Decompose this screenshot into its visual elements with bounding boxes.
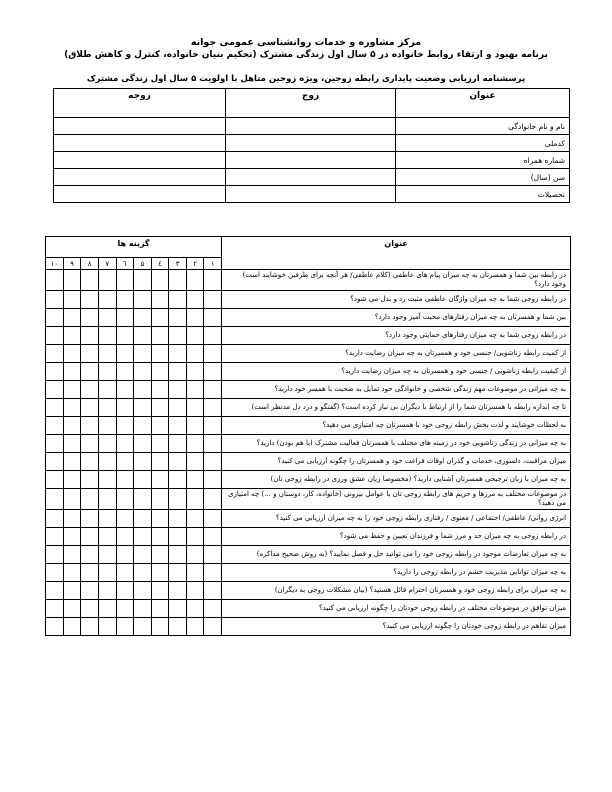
answer-cell[interactable] (63, 564, 81, 582)
answer-cell[interactable] (169, 399, 187, 417)
info-row-label: تحصیلات (396, 186, 570, 203)
answer-cell[interactable] (151, 564, 169, 582)
questions-col-title: عنوان (222, 237, 571, 270)
answer-cell[interactable] (63, 453, 81, 471)
question-text: میزان مراقبت، دلسوزی، خدمات و گذران اوقات فراغت خود و همسرتان را چگونه ارزیابی می کنید؟ (222, 453, 571, 471)
question-row (46, 471, 571, 489)
answer-cell[interactable] (116, 417, 134, 435)
answer-cell[interactable] (204, 399, 222, 417)
answer-cell[interactable] (186, 510, 204, 528)
personal-info-table (53, 88, 570, 203)
answer-cell[interactable] (116, 582, 134, 600)
answer-cell[interactable] (63, 399, 81, 417)
answer-cell[interactable] (63, 363, 81, 381)
question-row (46, 291, 571, 309)
option-number: ۲ (186, 258, 204, 270)
answer-cell[interactable] (63, 471, 81, 489)
answer-cell[interactable] (46, 453, 64, 471)
answer-cell[interactable] (81, 363, 99, 381)
answer-cell[interactable] (98, 453, 116, 471)
answer-cell[interactable] (169, 381, 187, 399)
answer-cell[interactable] (169, 363, 187, 381)
answer-cell[interactable] (81, 453, 99, 471)
answer-cell[interactable] (98, 528, 116, 546)
answer-cell[interactable] (116, 270, 134, 291)
wife-value-cell[interactable] (54, 135, 226, 152)
answer-cell[interactable] (186, 618, 204, 636)
option-number: ۸ (81, 258, 99, 270)
answer-cell[interactable] (98, 510, 116, 528)
answer-cell[interactable] (134, 546, 152, 564)
questionnaire-title: پرسشنامه ارزیابی وضعیت پایداری رابطه زوجین، ویژه زوجین متاهل با اولویت ۵ سال اول زندگی مشترک (86, 74, 526, 84)
option-number: ۹ (63, 258, 81, 270)
answer-cell[interactable] (204, 564, 222, 582)
question-row (46, 453, 571, 471)
answer-cell[interactable] (81, 510, 99, 528)
info-row-label: سن (سال) (396, 169, 570, 186)
answer-cell[interactable] (98, 582, 116, 600)
answer-cell[interactable] (134, 270, 152, 291)
question-text: در رابطه بین شما و همسرتان به چه میزان پیام های عاطفی (کلام عاطفی/ هر آنچه برای طرفین خوشایند است) وجود دارد؟ (222, 270, 571, 291)
answer-cell[interactable] (81, 582, 99, 600)
wife-value-cell[interactable] (54, 152, 226, 169)
answer-cell[interactable] (98, 417, 116, 435)
wife-value-cell[interactable] (54, 169, 226, 186)
answer-cell[interactable] (151, 327, 169, 345)
answer-cell[interactable] (169, 489, 187, 510)
answer-cell[interactable] (81, 528, 99, 546)
answer-cell[interactable] (46, 489, 64, 510)
answer-cell[interactable] (63, 546, 81, 564)
answer-cell[interactable] (98, 363, 116, 381)
husband-value-cell[interactable] (226, 169, 396, 186)
answer-cell[interactable] (134, 582, 152, 600)
answer-cell[interactable] (98, 309, 116, 327)
question-text: انرژی روانی/ عاطفی/ اجتماعی / معنوی / رفتاری رابطه زوجی خود را به چه میزان ارزیابی می کنید؟ (222, 510, 571, 528)
wife-value-cell[interactable] (54, 118, 226, 135)
answer-cell[interactable] (204, 546, 222, 564)
answer-cell[interactable] (98, 435, 116, 453)
answer-cell[interactable] (46, 399, 64, 417)
answer-cell[interactable] (134, 327, 152, 345)
answer-cell[interactable] (151, 435, 169, 453)
answer-cell[interactable] (63, 270, 81, 291)
question-row (46, 327, 571, 345)
answer-cell[interactable] (134, 345, 152, 363)
answer-cell[interactable] (151, 309, 169, 327)
answer-cell[interactable] (169, 291, 187, 309)
answer-cell[interactable] (46, 381, 64, 399)
question-text: تا چه اندازه رابطه با همسرتان شما را از ارتباط با دیگران بی نیاز کرده است؟ (گفتگو و درد دل مدنظر است) (222, 399, 571, 417)
question-text: به چه میزان تعارضات موجود در رابطه زوجی خود را می توانید حل و فصل نمایید؟ (به روش صحیح مذاکره) (222, 546, 571, 564)
answer-cell[interactable] (204, 363, 222, 381)
answer-cell[interactable] (98, 618, 116, 636)
answer-cell[interactable] (116, 489, 134, 510)
question-row (46, 399, 571, 417)
answer-cell[interactable] (204, 435, 222, 453)
answer-cell[interactable] (204, 327, 222, 345)
husband-value-cell[interactable] (226, 186, 396, 203)
answer-cell[interactable] (81, 399, 99, 417)
answer-cell[interactable] (186, 345, 204, 363)
answer-cell[interactable] (204, 291, 222, 309)
answer-cell[interactable] (81, 345, 99, 363)
answer-cell[interactable] (98, 600, 116, 618)
program-title: برنامه بهبود و ارتقاء روابط خانواده در ۵ سال اول زندگی مشترک (تحکیم بنیان خانواده، کنترل و کاهش طلاق) (64, 50, 548, 60)
answer-cell[interactable] (134, 435, 152, 453)
center-title: مرکز مشاوره و خدمات روانشناسی عمومی جوانه (190, 37, 422, 48)
answer-cell[interactable] (151, 399, 169, 417)
husband-value-cell[interactable] (226, 135, 396, 152)
answer-cell[interactable] (134, 618, 152, 636)
answer-cell[interactable] (98, 327, 116, 345)
answer-cell[interactable] (98, 489, 116, 510)
question-row (46, 600, 571, 618)
questions-table (45, 236, 571, 636)
answer-cell[interactable] (46, 363, 64, 381)
answer-cell[interactable] (134, 600, 152, 618)
answer-cell[interactable] (204, 618, 222, 636)
question-text: به چه میزان توانایی مدیریت خشم در رابطه زوجی را دارید؟ (222, 564, 571, 582)
answer-cell[interactable] (98, 381, 116, 399)
question-row (46, 618, 571, 636)
answer-cell[interactable] (169, 345, 187, 363)
answer-cell[interactable] (169, 327, 187, 345)
answer-cell[interactable] (98, 471, 116, 489)
answer-cell[interactable] (134, 453, 152, 471)
wife-value-cell[interactable] (54, 186, 226, 203)
questions-header-row (46, 237, 571, 258)
answer-cell[interactable] (186, 270, 204, 291)
answer-cell[interactable] (63, 618, 81, 636)
answer-cell[interactable] (134, 381, 152, 399)
answer-cell[interactable] (186, 528, 204, 546)
answer-cell[interactable] (81, 600, 99, 618)
question-text: از کیفیت رابطه زناشویی / جنسی خود و همسرتان به چه میزان رضایت دارید؟ (222, 363, 571, 381)
answer-cell[interactable] (186, 363, 204, 381)
answer-cell[interactable] (151, 363, 169, 381)
answer-cell[interactable] (116, 291, 134, 309)
answer-cell[interactable] (134, 291, 152, 309)
answer-cell[interactable] (81, 291, 99, 309)
answer-cell[interactable] (204, 471, 222, 489)
answer-cell[interactable] (98, 291, 116, 309)
question-text: در موضوعات مختلف به مرزها و حریم های رابطه زوجی تان با عوامل بیرونی (خانواده، کار، دوستان و ...) چه امتیازی می دهید؟ (222, 489, 571, 510)
answer-cell[interactable] (81, 564, 99, 582)
answer-cell[interactable] (186, 327, 204, 345)
answer-cell[interactable] (204, 309, 222, 327)
question-row (46, 417, 571, 435)
answer-cell[interactable] (151, 291, 169, 309)
answer-cell[interactable] (46, 528, 64, 546)
answer-cell[interactable] (81, 270, 99, 291)
question-row (46, 381, 571, 399)
question-row (46, 528, 571, 546)
answer-cell[interactable] (116, 600, 134, 618)
husband-value-cell[interactable] (226, 118, 396, 135)
answer-cell[interactable] (81, 417, 99, 435)
answer-cell[interactable] (151, 618, 169, 636)
answer-cell[interactable] (81, 618, 99, 636)
answer-cell[interactable] (151, 582, 169, 600)
answer-cell[interactable] (46, 582, 64, 600)
answer-cell[interactable] (116, 528, 134, 546)
answer-cell[interactable] (186, 453, 204, 471)
answer-cell[interactable] (46, 291, 64, 309)
answer-cell[interactable] (46, 270, 64, 291)
answer-cell[interactable] (186, 546, 204, 564)
option-number: ۱ (204, 258, 222, 270)
answer-cell[interactable] (63, 582, 81, 600)
answer-cell[interactable] (169, 435, 187, 453)
question-text: از کمیت رابطه زناشویی/ جنسی خود و همسرتان به چه میزان رضایت دارید؟ (222, 345, 571, 363)
answer-cell[interactable] (134, 399, 152, 417)
answer-cell[interactable] (116, 471, 134, 489)
answer-cell[interactable] (63, 327, 81, 345)
answer-cell[interactable] (46, 618, 64, 636)
answer-cell[interactable] (46, 600, 64, 618)
answer-cell[interactable] (169, 564, 187, 582)
question-row (46, 309, 571, 327)
answer-cell[interactable] (169, 471, 187, 489)
answer-cell[interactable] (186, 309, 204, 327)
answer-cell[interactable] (151, 381, 169, 399)
answer-cell[interactable] (116, 435, 134, 453)
answer-cell[interactable] (169, 510, 187, 528)
answer-cell[interactable] (151, 489, 169, 510)
answer-cell[interactable] (204, 270, 222, 291)
answer-cell[interactable] (98, 270, 116, 291)
answer-cell[interactable] (169, 528, 187, 546)
question-text: در رابطه زوجی به چه میزان حد و مرز شما و فرزندان تعیین و حفظ می شود؟ (222, 528, 571, 546)
question-text: میزان توافق در موضوعات مختلف در رابطه زوجی خودتان را چگونه ارزیابی می کنید؟ (222, 600, 571, 618)
question-row (46, 510, 571, 528)
info-col-wife: زوجه (54, 89, 226, 118)
answer-cell[interactable] (204, 381, 222, 399)
answer-cell[interactable] (186, 291, 204, 309)
answer-cell[interactable] (151, 471, 169, 489)
answer-cell[interactable] (151, 546, 169, 564)
answer-cell[interactable] (151, 528, 169, 546)
answer-cell[interactable] (151, 510, 169, 528)
answer-cell[interactable] (169, 309, 187, 327)
answer-cell[interactable] (116, 618, 134, 636)
answer-cell[interactable] (63, 435, 81, 453)
info-col-title: عنوان (396, 89, 570, 118)
answer-cell[interactable] (186, 399, 204, 417)
answer-cell[interactable] (116, 564, 134, 582)
answer-cell[interactable] (204, 417, 222, 435)
answer-cell[interactable] (186, 489, 204, 510)
answer-cell[interactable] (98, 564, 116, 582)
answer-cell[interactable] (134, 489, 152, 510)
answer-cell[interactable] (169, 453, 187, 471)
answer-cell[interactable] (63, 510, 81, 528)
option-number: ۱۰ (46, 258, 64, 270)
question-text: به چه میزانی در موضوعات مهم زندگی شخصی و خانوادگی خود تمایل به صحبت با همسر خود دارید؟ (222, 381, 571, 399)
answer-cell[interactable] (46, 417, 64, 435)
answer-cell[interactable] (46, 546, 64, 564)
answer-cell[interactable] (186, 600, 204, 618)
answer-cell[interactable] (186, 564, 204, 582)
answer-cell[interactable] (81, 546, 99, 564)
questions-col-options: گزینه ها (46, 237, 222, 258)
answer-cell[interactable] (63, 291, 81, 309)
answer-cell[interactable] (151, 345, 169, 363)
info-col-husband: زوج (226, 89, 396, 118)
answer-cell[interactable] (63, 345, 81, 363)
question-text: بین شما و همسرتان به چه میزان رفتارهای محبت آمیز وجود دارد؟ (222, 309, 571, 327)
question-row (46, 582, 571, 600)
answer-cell[interactable] (204, 528, 222, 546)
answer-cell[interactable] (151, 600, 169, 618)
answer-cell[interactable] (81, 489, 99, 510)
answer-cell[interactable] (63, 417, 81, 435)
answer-cell[interactable] (169, 270, 187, 291)
answer-cell[interactable] (186, 435, 204, 453)
option-number: ۷ (98, 258, 116, 270)
question-text: میزان تفاهم در رابطه زوجی خودتان را چگونه ارزیابی می کنید؟ (222, 618, 571, 636)
answer-cell[interactable] (169, 546, 187, 564)
answer-cell[interactable] (98, 546, 116, 564)
answer-cell[interactable] (46, 345, 64, 363)
answer-cell[interactable] (116, 399, 134, 417)
answer-cell[interactable] (116, 363, 134, 381)
answer-cell[interactable] (46, 309, 64, 327)
answer-cell[interactable] (151, 453, 169, 471)
answer-cell[interactable] (116, 327, 134, 345)
info-row (54, 118, 570, 135)
option-number: ٦ (116, 258, 134, 270)
answer-cell[interactable] (81, 309, 99, 327)
question-row (46, 363, 571, 381)
answer-cell[interactable] (204, 489, 222, 510)
answer-cell[interactable] (169, 417, 187, 435)
answer-cell[interactable] (63, 381, 81, 399)
question-text: در رابطه زوجی شما به چه میزان رفتارهای حمایتی وجود دارد؟ (222, 327, 571, 345)
answer-cell[interactable] (116, 453, 134, 471)
husband-value-cell[interactable] (226, 152, 396, 169)
question-row (46, 435, 571, 453)
question-text: به لحظات خوشایند و لذت بخش رابطه زوجی خود با همسرتان چه امتیازی می دهید؟ (222, 417, 571, 435)
answer-cell[interactable] (186, 417, 204, 435)
answer-cell[interactable] (116, 345, 134, 363)
answer-cell[interactable] (116, 309, 134, 327)
info-row (54, 186, 570, 203)
answer-cell[interactable] (186, 471, 204, 489)
answer-cell[interactable] (169, 618, 187, 636)
answer-cell[interactable] (204, 345, 222, 363)
answer-cell[interactable] (134, 510, 152, 528)
answer-cell[interactable] (81, 471, 99, 489)
answer-cell[interactable] (98, 345, 116, 363)
answer-cell[interactable] (151, 417, 169, 435)
question-row (46, 489, 571, 510)
answer-cell[interactable] (116, 381, 134, 399)
answer-cell[interactable] (186, 381, 204, 399)
option-number: ٤ (151, 258, 169, 270)
question-row (46, 564, 571, 582)
question-row (46, 546, 571, 564)
answer-cell[interactable] (63, 309, 81, 327)
info-row-label: کدملی (396, 135, 570, 152)
option-number: ۳ (169, 258, 187, 270)
answer-cell[interactable] (116, 546, 134, 564)
option-number: ۵ (134, 258, 152, 270)
info-row (54, 169, 570, 186)
answer-cell[interactable] (46, 327, 64, 345)
info-row (54, 152, 570, 169)
question-row (46, 345, 571, 363)
info-row-label: شماره همراه (396, 152, 570, 169)
answer-cell[interactable] (134, 363, 152, 381)
info-row (54, 135, 570, 152)
answer-cell[interactable] (63, 600, 81, 618)
info-header-row (54, 89, 570, 118)
answer-cell[interactable] (81, 381, 99, 399)
answer-cell[interactable] (134, 528, 152, 546)
question-text: به چه میزان با زبان ترجیحی همسرتان آشنایی دارید؟ (مخصوصا زبان عشق ورزی در رابطه زوجی تان) (222, 471, 571, 489)
answer-cell[interactable] (81, 435, 99, 453)
answer-cell[interactable] (116, 510, 134, 528)
answer-cell[interactable] (169, 600, 187, 618)
answer-cell[interactable] (46, 564, 64, 582)
answer-cell[interactable] (63, 528, 81, 546)
answer-cell[interactable] (46, 510, 64, 528)
answer-cell[interactable] (186, 582, 204, 600)
answer-cell[interactable] (134, 471, 152, 489)
answer-cell[interactable] (46, 471, 64, 489)
answer-cell[interactable] (63, 489, 81, 510)
answer-cell[interactable] (151, 270, 169, 291)
answer-cell[interactable] (134, 564, 152, 582)
answer-cell[interactable] (98, 399, 116, 417)
answer-cell[interactable] (81, 327, 99, 345)
answer-cell[interactable] (134, 309, 152, 327)
question-text: به چه میزانی در زندگی زناشویی خود در زمینه های مختلف با همسرتان فعالیت مشترک (با هم بودن) دارید؟ (222, 435, 571, 453)
answer-cell[interactable] (204, 600, 222, 618)
question-text: در رابطه زوجی شما به چه میزان واژگان عاطفی مثبت رد و بدل می شود؟ (222, 291, 571, 309)
info-row-label: نام و نام خانوادگی (396, 118, 570, 135)
answer-cell[interactable] (204, 582, 222, 600)
answer-cell[interactable] (46, 435, 64, 453)
answer-cell[interactable] (169, 582, 187, 600)
question-row (46, 270, 571, 291)
answer-cell[interactable] (204, 453, 222, 471)
answer-cell[interactable] (134, 417, 152, 435)
question-text: به چه میزان برای رابطه زوجی خود و همسرتان احترام قائل هستید؟ (بیان مشکلات زوجی به دیگران) (222, 582, 571, 600)
answer-cell[interactable] (204, 510, 222, 528)
